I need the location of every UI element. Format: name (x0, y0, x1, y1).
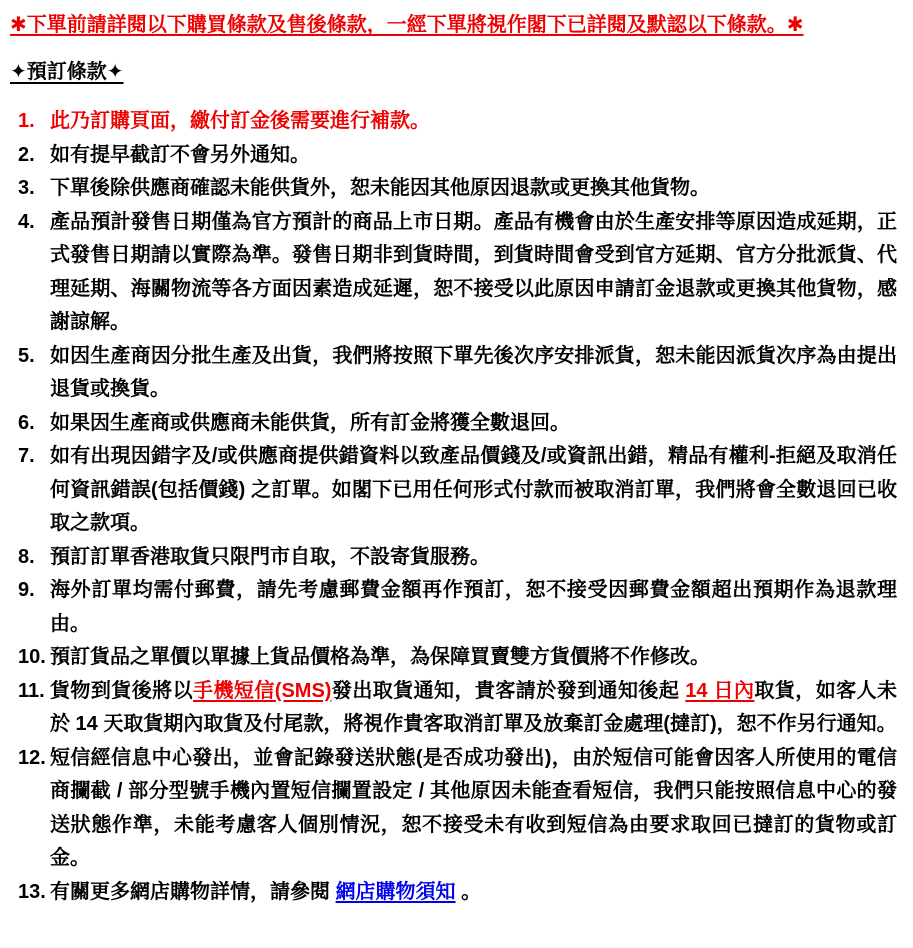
term-item-12 (10, 742, 897, 876)
term-item-13 (10, 876, 897, 910)
term-number: 12. (18, 746, 46, 769)
text-segment: 如有提早截訂不會另外通知。 (50, 143, 310, 166)
term-item-5 (10, 340, 897, 407)
term-text (50, 211, 897, 334)
term-text (50, 144, 310, 166)
term-text (50, 345, 897, 401)
text-segment: 下單後除供應商確認未能供貨外，恕未能因其他原因退款或更換其他貨物。 (50, 177, 710, 199)
highlighted-text: 手機短信(SMS) (193, 679, 332, 702)
term-number: 7. (18, 445, 35, 467)
text-segment: 貨物到貨後將以 (50, 679, 194, 702)
term-number: 10. (18, 646, 46, 668)
term-number: 6. (18, 411, 35, 434)
term-item-8 (10, 541, 897, 575)
term-text (50, 881, 481, 903)
text-segment: 有關更多網店購物詳情，請參閱 (50, 880, 336, 903)
term-text (50, 680, 897, 736)
highlighted-text: 14 日內 (685, 679, 755, 702)
term-item-4 (10, 206, 897, 340)
term-text (50, 546, 490, 568)
term-number: 4. (18, 210, 35, 233)
term-text (50, 177, 710, 199)
term-item-1 (10, 105, 897, 139)
text-segment: 取貨，如客人未於 14 天取貨期內取貨及付尾款，將視作貴客取消訂單及放棄訂金處理(撻訂)，恕不作另行通知。 (50, 679, 897, 735)
term-item-7 (10, 440, 897, 541)
term-text (50, 412, 570, 434)
store-shopping-notice-link[interactable]: 網店購物須知 (335, 880, 456, 903)
term-item-6 (10, 407, 897, 441)
term-number: 1. (18, 110, 35, 132)
text-segment: 如有出現因錯字及/或供應商提供錯資料以致產品價錢及/或資訊出錯，精品有權利-拒絕及取消任何資訊錯誤(包括價錢) 之訂單。如閣下已用任何形式付款而被取消訂單，我們將會全數退回已收取之款項。 (50, 445, 897, 534)
text-segment: 預訂貨品之單價以單據上貨品價格為準，為保障買賣雙方貨價將不作修改。 (50, 646, 710, 668)
term-number: 8. (18, 545, 35, 568)
text-segment: 此乃訂購頁面，繳付訂金後需要進行補款。 (50, 110, 430, 132)
term-number: 11. (18, 679, 45, 702)
pre-order-warning-header: ✱下單前請詳閱以下購買條款及售後條款，一經下單將視作閣下已詳閱及默認以下條款。✱ (10, 14, 804, 36)
term-text (50, 110, 430, 132)
term-text (50, 579, 897, 635)
text-segment: 。 (455, 880, 482, 903)
text-segment: 海外訂單均需付郵費，請先考慮郵費金額再作預訂，恕不接受因郵費金額超出預期作為退款理由。 (50, 579, 897, 635)
term-text (50, 646, 710, 668)
term-number: 13. (18, 880, 46, 903)
term-number: 5. (18, 344, 35, 367)
text-segment: 產品預計發售日期僅為官方預計的商品上市日期。產品有機會由於生產安排等原因造成延期，正式發售日期請以實際為準。發售日期非到貨時間，到貨時間會受到官方延期、官方分批派貨、代理延期、海關物流等各方面因素造成延遲，恕不接受以此原因申請訂金退款或更換其他貨物，感謝諒解。 (50, 210, 897, 333)
term-number: 2. (18, 143, 35, 166)
term-item-3 (10, 172, 897, 206)
text-segment: 預訂訂單香港取貨只限門市自取，不設寄貨服務。 (50, 545, 490, 568)
term-text (50, 747, 897, 870)
term-item-9 (10, 574, 897, 641)
term-text (50, 445, 897, 534)
text-segment: 短信經信息中心發出，並會記錄發送狀態(是否成功發出)，由於短信可能會因客人所使用的電信商攔截 / 部分型號手機內置短信攔置設定 / 其他原因未能查看短信，我們只能按照信息中心的發送狀態作準，未能考慮客人個別情況，恕不接受未有收到短信為由要求取回已撻訂的貨物或訂金。 (50, 746, 897, 869)
section-title-preorder-terms: ✦預訂條款✦ (10, 61, 124, 83)
term-number: 3. (18, 177, 35, 199)
term-item-10 (10, 641, 897, 675)
term-item-2 (10, 139, 897, 173)
text-segment: 發出取貨通知，貴客請於發到通知後起 (331, 679, 686, 702)
term-item-11 (10, 675, 897, 742)
term-number: 9. (18, 579, 35, 601)
terms-list (10, 105, 897, 909)
text-segment: 如因生產商因分批生產及出貨，我們將按照下單先後次序安排派貨，恕未能因派貨次序為由提出退貨或換貨。 (50, 344, 897, 400)
text-segment: 如果因生產商或供應商未能供貨，所有訂金將獲全數退回。 (50, 411, 570, 434)
